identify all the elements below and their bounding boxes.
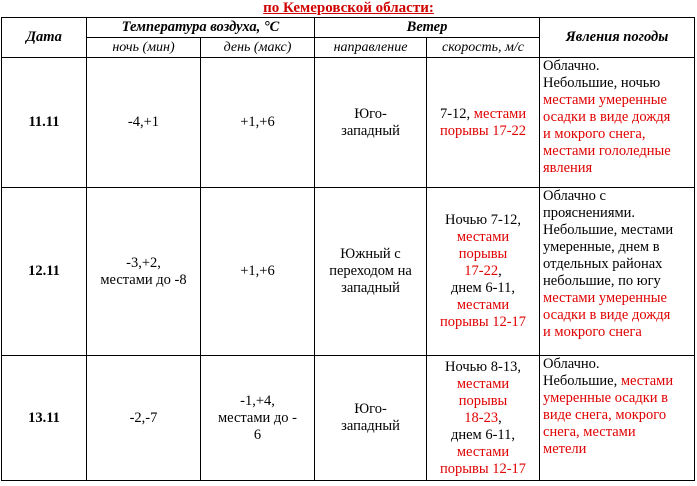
wind-speed-text: ,: [498, 409, 502, 426]
wind-speed-line: [430, 246, 536, 263]
day-temp-line: +1,+6: [240, 263, 275, 279]
phenomena-line: местами гололедные: [543, 143, 671, 159]
page-title: [0, 0, 697, 18]
phenomena-line: умеренные, днем в: [543, 239, 660, 255]
wind-direction-line: Южный с: [340, 246, 401, 262]
table-row: [2, 188, 695, 356]
wind-speed-text: ,: [498, 263, 502, 279]
header-date: Дата: [2, 18, 87, 58]
wind-speed-line: [430, 410, 536, 427]
header-temperature: Температура воздуха, °С: [87, 18, 315, 38]
phenomena-line: Облачно.: [543, 58, 600, 74]
phenomena-line: снега, местами: [543, 424, 636, 440]
wind-speed-text: местами: [456, 443, 510, 460]
wind-speed-line: [430, 314, 536, 331]
wind-speed-text: днем 6-11,: [450, 280, 516, 296]
wind-speed-text: местами: [456, 297, 510, 313]
day-temp-line: местами до -: [218, 409, 297, 426]
wind-direction-line: западный: [341, 122, 400, 139]
phenomena-line: прояснениями.: [543, 205, 636, 221]
table-row: [2, 58, 695, 188]
wind-speed-line: [430, 444, 536, 461]
header-phenomena: Явления погоды: [540, 18, 695, 58]
day-temp-cell: [201, 188, 315, 356]
wind-speed-text: порывы 12-17: [439, 314, 527, 330]
phenomena-line: виде снега, мокрого: [543, 407, 667, 423]
wind-speed-line: [430, 359, 536, 376]
wind-speed-cell: [427, 58, 540, 188]
wind-speed-text: Ночью 8-13,: [445, 358, 521, 375]
phenomena-cell: [540, 58, 695, 188]
day-temp-cell: [201, 58, 315, 188]
phenomena-line: местами умеренные: [543, 92, 667, 108]
wind-speed-line: [430, 212, 536, 229]
phenomena-text: местами: [620, 373, 674, 389]
night-temp-cell: [87, 58, 201, 188]
phenomena-line: метели: [543, 441, 587, 457]
phenomena-line: и мокрого снега,: [543, 126, 646, 142]
wind-speed-text: порывы: [458, 246, 508, 262]
wind-speed-text: Ночью 7-12,: [445, 212, 521, 228]
phenomena-line: отдельных районах: [543, 256, 663, 272]
wind-speed-text: 7-12,: [439, 105, 474, 122]
phenomena-cell: [540, 188, 695, 356]
date-cell: 13.11: [2, 356, 87, 481]
phenomena-line: Небольшие, местами: [543, 222, 674, 238]
day-temp-cell: [201, 356, 315, 481]
forecast-table: [1, 17, 695, 481]
wind-speed-line: [430, 297, 536, 314]
night-temp-line: -4,+1: [127, 114, 160, 130]
phenomena-line: явления: [543, 160, 593, 176]
day-temp-line: 6: [253, 426, 262, 443]
header-day: день (макс): [201, 38, 315, 58]
table-row: [2, 356, 695, 481]
date-cell: 12.11: [2, 188, 87, 356]
phenomena-line: Облачно.: [543, 356, 600, 372]
phenomena-line: осадки в виде дождя: [543, 307, 671, 323]
wind-speed-text: 18-23: [464, 409, 499, 426]
phenomena-line: небольшие, по югу: [543, 273, 661, 289]
night-temp-cell: [87, 356, 201, 481]
night-temp-cell: [87, 188, 201, 356]
wind-direction-line: Юго-: [354, 401, 387, 417]
wind-speed-line: [430, 263, 536, 280]
wind-speed-line: [430, 280, 536, 297]
wind-direction-cell: [315, 58, 427, 188]
wind-speed-line: [430, 393, 536, 410]
phenomena-text: Небольшие,: [543, 373, 621, 389]
wind-speed-line: [430, 427, 536, 444]
wind-speed-text: местами: [456, 229, 510, 245]
wind-direction-cell: [315, 188, 427, 356]
phenomena-line: Облачно с: [543, 188, 606, 204]
wind-speed-line: [430, 461, 536, 478]
phenomena-line: осадки в виде дождя: [543, 109, 671, 125]
wind-speed-text: порывы 12-17: [439, 460, 527, 477]
phenomena-line: Небольшие, ночью: [543, 75, 661, 91]
night-temp-line: местами до -8: [100, 271, 187, 288]
header-night: ночь (мин): [87, 38, 201, 58]
wind-speed-text: 17-22: [464, 263, 499, 279]
header-direction: направление: [315, 38, 427, 58]
wind-speed-text: днем 6-11,: [450, 426, 516, 443]
header-wind: Ветер: [315, 18, 540, 38]
night-temp-line: -3,+2,: [126, 254, 161, 271]
wind-speed-text: местами: [473, 105, 527, 122]
day-temp-line: +1,+6: [240, 114, 275, 130]
wind-direction-cell: [315, 356, 427, 481]
wind-speed-line: [430, 229, 536, 246]
night-temp-line: -2,-7: [129, 409, 158, 426]
wind-direction-line: переходом на: [329, 263, 412, 279]
phenomena-line: местами умеренные: [543, 290, 667, 306]
wind-speed-text: местами: [456, 375, 510, 392]
wind-speed-cell: [427, 356, 540, 481]
phenomena-line: умеренные осадки в: [543, 390, 669, 406]
phenomena-cell: [540, 356, 695, 481]
wind-speed-line: порывы 17-22: [439, 122, 527, 139]
wind-speed-text: порывы: [458, 392, 508, 409]
phenomena-line: [543, 373, 691, 390]
region-title: по Кемеровской области:: [263, 0, 434, 16]
wind-speed-line: [430, 106, 536, 123]
wind-speed-line: [430, 376, 536, 393]
header-speed: скорость, м/с: [427, 38, 540, 58]
date-cell: 11.11: [2, 58, 87, 188]
phenomena-line: и мокрого снега: [543, 324, 642, 340]
day-temp-line: -1,+4,: [240, 392, 275, 409]
wind-direction-line: западный: [341, 280, 400, 296]
wind-speed-cell: [427, 188, 540, 356]
wind-direction-line: Юго-: [354, 105, 387, 122]
wind-direction-line: западный: [341, 418, 400, 434]
